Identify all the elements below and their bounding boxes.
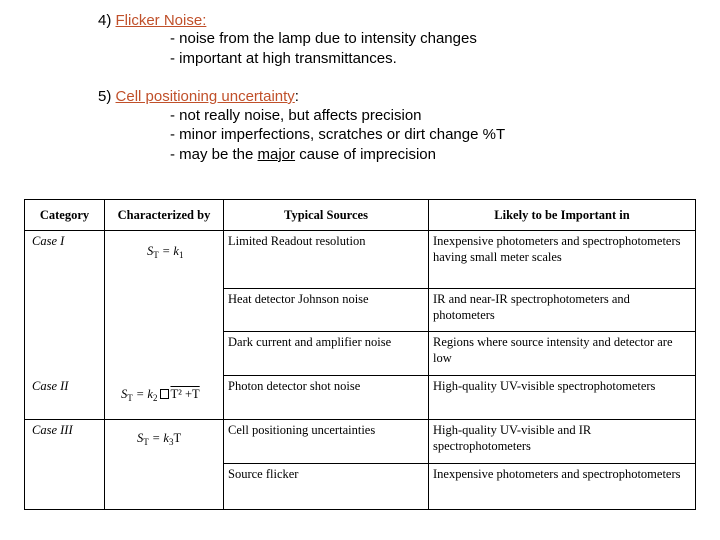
section-5-number: 5) — [98, 88, 112, 105]
section-4-heading — [98, 12, 206, 30]
case-2-important: High-quality UV-visible spectrophotometers — [429, 376, 696, 420]
case-1-important-3: Regions where source intensity and detector are low — [429, 332, 696, 376]
sqrt-symbol-icon — [160, 389, 169, 399]
section-5-title-suffix: : — [294, 88, 299, 105]
case-3-formula: $S_T = k_3T$ — [105, 420, 224, 510]
section-4-bullet-1: - noise from the lamp due to intensity changes — [170, 30, 477, 47]
table-row — [25, 376, 696, 420]
case-2-formula: $S_T = k_2$ T² +T — [105, 376, 224, 420]
section-4-title: Flicker Noise: — [115, 12, 207, 29]
section-5-title: Cell positioning uncertainty — [115, 88, 295, 105]
section-5-bullet-3-post: cause of imprecision — [295, 146, 436, 163]
noise-sources-table — [24, 199, 696, 510]
case-1-formula: $S_T = k_1$ — [105, 231, 224, 376]
table-header-row — [25, 200, 696, 231]
table-row — [25, 231, 696, 289]
header-category: Category — [25, 200, 105, 231]
case-3-important-2: Inexpensive photometers and spectrophotometers — [429, 464, 696, 510]
case-3-source-1: Cell positioning uncertainties — [224, 420, 429, 464]
case-1-important-2: IR and near-IR spectrophotometers and photometers — [429, 289, 696, 332]
section-5-bullet-3 — [170, 146, 436, 164]
case-2-category: Case II — [25, 376, 105, 420]
case-3-source-2: Source flicker — [224, 464, 429, 510]
case-1-source-2: Heat detector Johnson noise — [224, 289, 429, 332]
section-5-bullet-1: - not really noise, but affects precision — [170, 107, 422, 124]
case-3-important-1: High-quality UV-visible and IR spectrophotometers — [429, 420, 696, 464]
case-3-category: Case III — [25, 420, 105, 510]
section-5-bullet-2: - minor imperfections, scratches or dirt change %T — [170, 126, 506, 143]
header-likely-important: Likely to be Important in — [429, 200, 696, 231]
section-4-bullet-2: - important at high transmittances. — [170, 50, 397, 67]
case-2-source: Photon detector shot noise — [224, 376, 429, 420]
header-characterized-by: Characterized by — [105, 200, 224, 231]
header-typical-sources: Typical Sources — [224, 200, 429, 231]
case-1-important-1: Inexpensive photometers and spectrophotometers having small meter scales — [429, 231, 696, 289]
section-5-heading — [98, 88, 299, 106]
section-4-number: 4) — [98, 12, 112, 29]
case-1-source-1: Limited Readout resolution — [224, 231, 429, 289]
section-5-bullet-3-emphasis: major — [257, 146, 296, 163]
case-1-source-3: Dark current and amplifier noise — [224, 332, 429, 376]
case-1-category: Case I — [25, 231, 105, 376]
section-5-bullet-3-pre: - may be the — [170, 146, 258, 163]
table-row — [25, 420, 696, 464]
